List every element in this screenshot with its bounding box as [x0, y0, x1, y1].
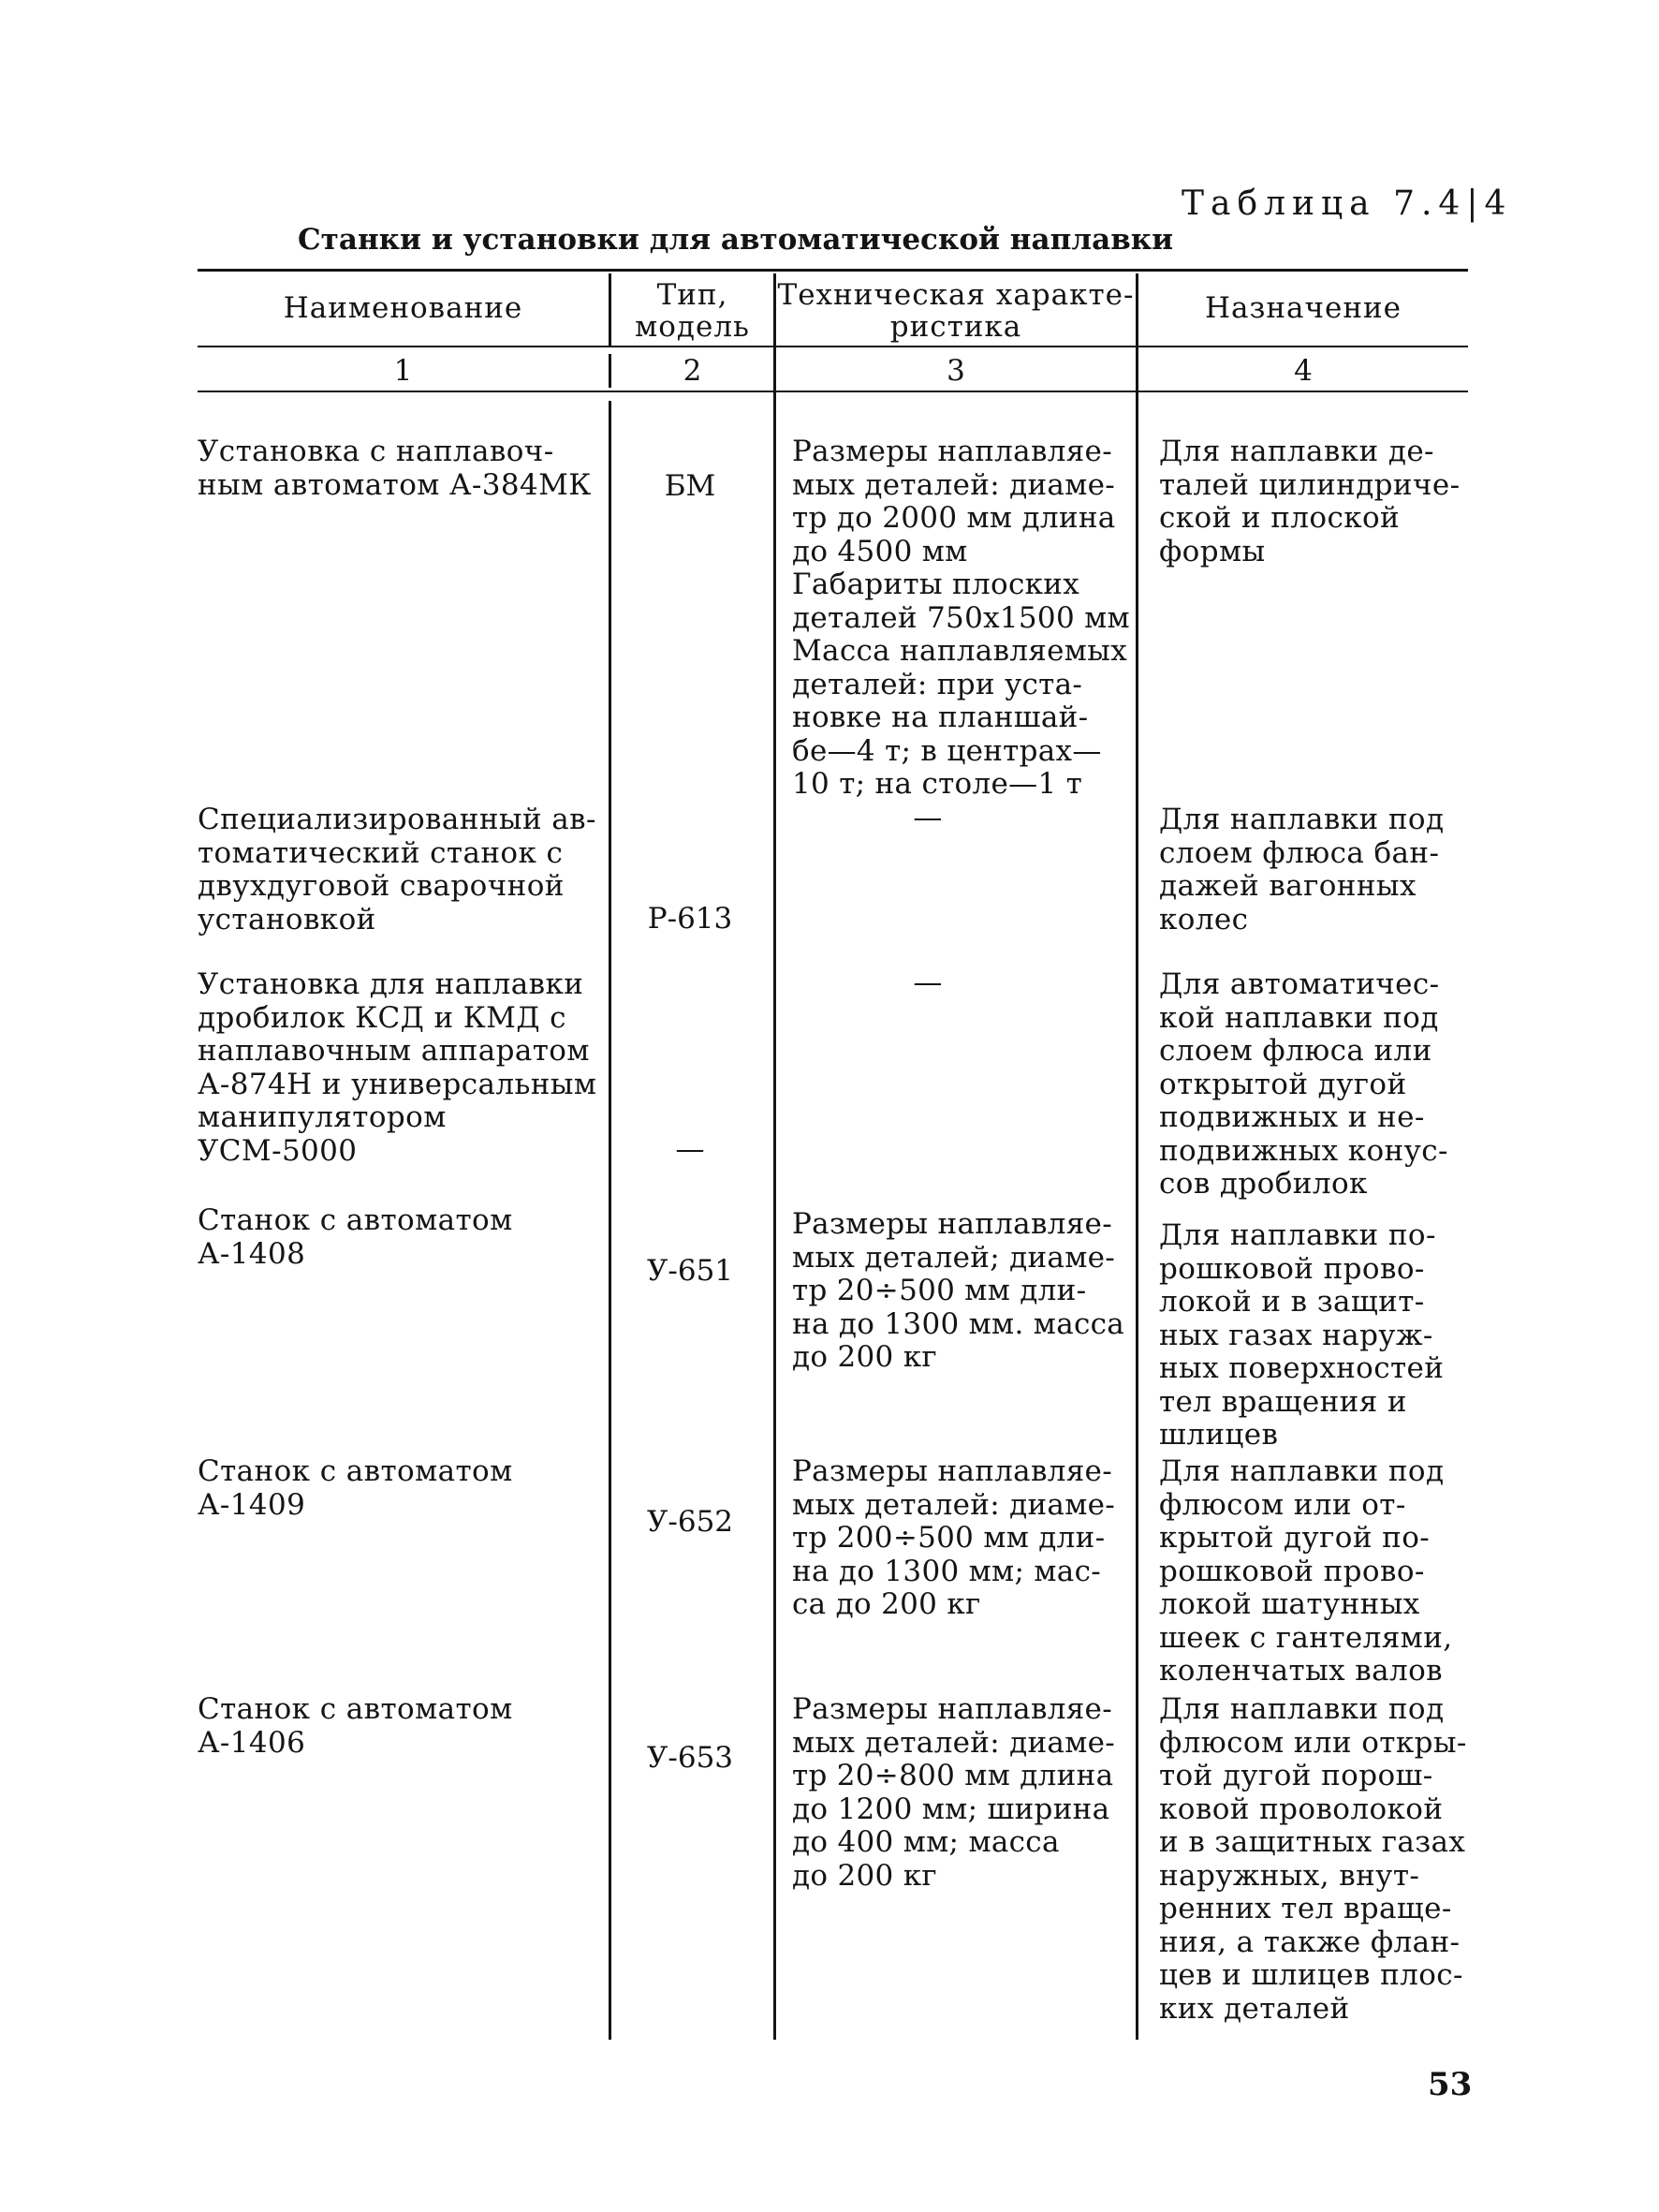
table-number: Таблица 7.4|4 — [1182, 184, 1513, 223]
text-line: формы — [1159, 534, 1266, 568]
header-model-line: модель — [635, 310, 750, 344]
text-line: открытой дугой — [1159, 1067, 1407, 1101]
text-line: до 200 кг — [792, 1340, 937, 1374]
text-line: новке на планшай- — [792, 700, 1089, 734]
text-line: Размеры наплавляе- — [792, 1207, 1112, 1241]
text-line: томатический станок с — [198, 835, 564, 870]
text-line: бе—4 т; в центрах— — [792, 733, 1102, 768]
text-line: до 1200 мм; ширина — [792, 1792, 1110, 1826]
technical-spec: — — [913, 966, 943, 999]
text-line: Станок с автоматом — [198, 1203, 513, 1237]
text-line: А-874Н и универсальным — [198, 1067, 597, 1101]
text-line: ных поверхностей — [1159, 1351, 1445, 1385]
text-line: ных газах наруж- — [1159, 1318, 1433, 1352]
text-line: установкой — [198, 902, 376, 936]
header-rule — [198, 346, 1468, 347]
text-line: манипулятором — [198, 1100, 447, 1134]
text-line: ренних тел враще- — [1159, 1892, 1452, 1925]
text-line: А-1408 — [198, 1236, 306, 1271]
text-line: коленчатых валов — [1159, 1654, 1444, 1688]
text-line: тр 200÷500 мм дли- — [792, 1521, 1106, 1555]
text-line: цев и шлицев плос- — [1159, 1958, 1463, 1992]
text-line: Для наплавки под — [1159, 1692, 1445, 1726]
text-line: мых деталей: диаме- — [792, 1725, 1116, 1760]
text-line: сов дробилок — [1159, 1167, 1368, 1201]
text-line: кой наплавки под — [1159, 1000, 1439, 1035]
text-line: подвижных и не- — [1159, 1100, 1425, 1134]
text-line: мых деталей: диаме- — [792, 467, 1116, 502]
text-line: флюсом или откры- — [1159, 1725, 1467, 1760]
text-line: талей цилиндриче- — [1159, 467, 1461, 502]
equipment-model: БМ — [664, 469, 716, 503]
text-line: мых деталей; диаме- — [792, 1240, 1116, 1275]
text-line: Для наплавки под — [1159, 1454, 1445, 1488]
technical-spec — [792, 1693, 1129, 1893]
text-line: Установка с наплавоч- — [198, 435, 554, 468]
text-line: слоем флюса или — [1159, 1034, 1432, 1068]
text-line: Для наплавки де- — [1159, 435, 1434, 468]
column-number-4: 4 — [1294, 354, 1313, 388]
equipment-purpose — [1159, 1219, 1468, 1453]
text-line: локой и в защит- — [1159, 1285, 1425, 1319]
text-line: деталей 750х1500 мм — [792, 600, 1130, 635]
text-line: Специализированный ав- — [198, 803, 596, 836]
text-line: ковой проволокой — [1159, 1792, 1444, 1826]
text-line: Для автоматичес- — [1159, 967, 1440, 1001]
equipment-purpose — [1159, 1455, 1468, 1688]
equipment-model: — — [675, 1132, 705, 1166]
text-line: Габариты плоских — [792, 568, 1080, 601]
equipment-model: У-651 — [646, 1254, 734, 1288]
text-line: двухдуговой сварочной — [198, 869, 565, 903]
text-line: Станок с автоматом — [198, 1454, 513, 1488]
text-line: 10 т; на столе—1 т — [792, 767, 1083, 801]
column-number-2: 2 — [683, 354, 702, 388]
text-line: флюсом или от- — [1159, 1487, 1406, 1522]
equipment-model: У-652 — [646, 1505, 734, 1539]
technical-spec — [792, 435, 1129, 802]
header-name: Наименование — [283, 291, 523, 325]
text-line: и в защитных газах — [1159, 1825, 1466, 1859]
text-line: тр 20÷800 мм длина — [792, 1759, 1114, 1792]
text-line: Для наплавки под — [1159, 803, 1445, 836]
text-line: шлицев — [1159, 1418, 1279, 1452]
text-line: крытой дугой по- — [1159, 1521, 1431, 1555]
number-row-rule — [198, 391, 1468, 392]
text-line: ких деталей — [1159, 1991, 1350, 2026]
equipment-purpose — [1159, 435, 1468, 568]
text-line: той дугой порош- — [1159, 1759, 1433, 1792]
text-line: УСМ-5000 — [198, 1133, 358, 1168]
text-line: наружных, внут- — [1159, 1858, 1420, 1893]
technical-spec — [792, 1455, 1129, 1622]
text-line: до 400 мм; масса — [792, 1825, 1060, 1859]
equipment-model: Р-613 — [647, 902, 733, 936]
text-line: до 4500 мм — [792, 534, 968, 568]
text-line: ской и плоской — [1159, 501, 1401, 535]
text-line: Масса наплавляемых — [792, 634, 1127, 668]
text-line: А-1406 — [198, 1725, 306, 1760]
text-line: А-1409 — [198, 1487, 306, 1522]
text-line: наплавочным аппаратом — [198, 1034, 590, 1068]
equipment-name — [198, 968, 600, 1168]
header-spec-line: ристика — [889, 310, 1022, 344]
text-line: деталей: при уста- — [792, 667, 1083, 701]
text-line: ния, а также флан- — [1159, 1924, 1461, 1959]
text-line: на до 1300 мм. масса — [792, 1306, 1125, 1341]
text-line: ным автоматом А-384МК — [198, 467, 592, 502]
equipment-model: У-653 — [646, 1741, 734, 1775]
text-line: шеек с гантелями, — [1159, 1620, 1453, 1655]
header-model — [611, 279, 773, 343]
equipment-name — [198, 804, 600, 936]
equipment-name — [198, 435, 600, 502]
column-divider-1-body — [609, 401, 611, 2040]
text-line: тр 20÷500 мм дли- — [792, 1274, 1087, 1307]
text-line: са до 200 кг — [792, 1587, 981, 1621]
header-model-line: Тип, — [656, 278, 728, 312]
table-caption: Станки и установки для автоматической наплавки — [298, 223, 1174, 257]
text-line: Станок с автоматом — [198, 1692, 513, 1726]
technical-spec: — — [913, 801, 943, 834]
column-divider-2 — [773, 273, 776, 2040]
text-line: колес — [1159, 902, 1249, 936]
equipment-name — [198, 1455, 600, 1522]
text-line: дажей вагонных — [1159, 869, 1417, 903]
text-line: до 200 кг — [792, 1858, 937, 1893]
column-divider-3 — [1136, 273, 1138, 2040]
text-line: дробилок КСД и КМД с — [198, 1000, 566, 1035]
text-line: Размеры наплавляе- — [792, 435, 1112, 468]
text-line: Размеры наплавляе- — [792, 1692, 1112, 1726]
equipment-purpose — [1159, 804, 1468, 936]
equipment-name — [198, 1693, 600, 1760]
header-spec-line: Техническая характе- — [777, 278, 1135, 312]
text-line: тр до 2000 мм длина — [792, 501, 1116, 535]
header-spec — [776, 279, 1136, 343]
header-purpose: Назначение — [1204, 291, 1402, 325]
top-rule — [198, 269, 1468, 272]
technical-spec — [792, 1208, 1129, 1375]
column-number-3: 3 — [947, 354, 965, 388]
equipment-name — [198, 1204, 600, 1271]
text-line: Для наплавки по- — [1159, 1218, 1436, 1252]
text-line: рошковой прово- — [1159, 1554, 1425, 1588]
text-line: подвижных конус- — [1159, 1133, 1448, 1168]
text-line: Размеры наплавляе- — [792, 1454, 1112, 1488]
page-number: 53 — [1428, 2066, 1473, 2103]
text-line: на до 1300 мм; мас- — [792, 1554, 1102, 1588]
text-line: тел вращения и — [1159, 1384, 1407, 1419]
text-line: рошковой прово- — [1159, 1251, 1425, 1286]
equipment-purpose — [1159, 1693, 1468, 2026]
text-line: локой шатунных — [1159, 1587, 1420, 1621]
text-line: Установка для наплавки — [198, 967, 584, 1001]
column-number-1: 1 — [393, 354, 413, 388]
equipment-purpose — [1159, 968, 1468, 1202]
text-line: слоем флюса бан- — [1159, 835, 1440, 870]
text-line: мых деталей: диаме- — [792, 1487, 1116, 1522]
